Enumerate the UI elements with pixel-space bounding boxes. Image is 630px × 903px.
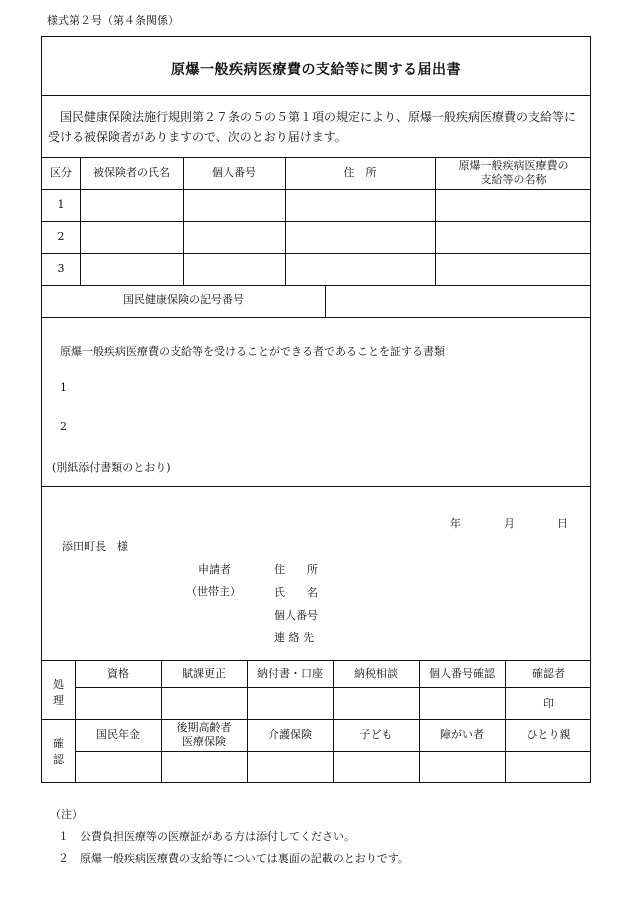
divider bbox=[42, 660, 590, 661]
kakunin-header-koki: 後期高齢者 医療保険 bbox=[176, 721, 232, 748]
kakunin-header-shogai: 障がい者 bbox=[440, 728, 484, 741]
row-number: 3 bbox=[57, 262, 65, 275]
date-year: 年 bbox=[450, 517, 461, 530]
notes-heading: （注） bbox=[50, 808, 83, 821]
shori-header-fuka: 賦課更正 bbox=[182, 667, 226, 680]
kakunin-header-kaigo: 介護保険 bbox=[268, 728, 312, 741]
kakunin-label: 確 認 bbox=[53, 737, 64, 766]
applicant-name-label: 氏 名 bbox=[274, 586, 318, 599]
date-month: 月 bbox=[504, 517, 515, 530]
divider bbox=[42, 285, 590, 286]
divider bbox=[42, 95, 590, 96]
divider bbox=[325, 285, 326, 317]
row-number: 2 bbox=[57, 230, 65, 243]
divider bbox=[42, 317, 590, 318]
shori-header-shikaku: 資格 bbox=[107, 667, 129, 680]
document-item: 2 bbox=[60, 420, 67, 433]
shori-header-nofusho: 納付書・口座 bbox=[257, 667, 323, 680]
documents-footnote: (別紙添付書類のとおり) bbox=[52, 461, 171, 474]
applicant-id-label: 個人番号 bbox=[274, 609, 318, 622]
col-header-name: 被保険者の氏名 bbox=[93, 166, 170, 179]
col-header-kubun: 区分 bbox=[50, 166, 72, 179]
intro-text: 国民健康保険法施行規則第２７条の５の５第１項の規定により、原爆一般疾病医療費の支給等に受ける被保険者がありますので、次のとおり届けます。 bbox=[48, 110, 577, 144]
applicant-sub-label: （世帯主） bbox=[186, 585, 241, 598]
applicant-label: 申請者 bbox=[198, 563, 231, 576]
kakunin-header-hitorioya: ひとり親 bbox=[526, 728, 571, 741]
divider bbox=[42, 221, 590, 222]
shori-header-kakuninsha: 確認者 bbox=[532, 667, 565, 680]
shori-header-nozei: 納税相談 bbox=[354, 667, 398, 680]
kakunin-header-kodomo: 子ども bbox=[359, 728, 393, 741]
form-number-label: 様式第２号（第４条関係） bbox=[47, 14, 179, 27]
form-frame bbox=[41, 36, 591, 783]
divider bbox=[42, 189, 590, 190]
documents-heading: 原爆一般疾病医療費の支給等を受けることができる者であることを証する書類 bbox=[60, 345, 445, 358]
col-header-address: 住 所 bbox=[343, 166, 377, 179]
row-number: 1 bbox=[57, 198, 65, 211]
document-item: 1 bbox=[60, 381, 67, 394]
col-header-id: 個人番号 bbox=[212, 166, 256, 179]
seal-mark: 印 bbox=[543, 697, 554, 710]
divider bbox=[42, 157, 590, 158]
divider bbox=[42, 486, 590, 487]
date-day: 日 bbox=[557, 517, 568, 530]
applicant-contact-label: 連 絡 先 bbox=[274, 631, 314, 644]
col-header-benefit-name: 原爆一般疾病医療費の 支給等の名称 bbox=[458, 159, 569, 186]
shori-header-kojin: 個人番号確認 bbox=[429, 667, 495, 680]
note-item: １ 公費負担医療等の医療証がある方は添付してください。 bbox=[58, 830, 355, 843]
notes bbox=[50, 804, 409, 870]
addressee: 添田町長 様 bbox=[62, 540, 128, 553]
applicant-address-label: 住 所 bbox=[274, 563, 318, 576]
divider bbox=[42, 719, 590, 720]
shori-label: 処 理 bbox=[53, 678, 64, 707]
form-title: 原爆一般疾病医療費の支給等に関する届出書 bbox=[171, 62, 461, 78]
note-item: ２ 原爆一般疾病医療費の支給等については裏面の記載のとおりです。 bbox=[58, 852, 409, 865]
insurance-number-label: 国民健康保険の記号番号 bbox=[123, 293, 244, 306]
divider bbox=[42, 253, 590, 254]
kakunin-header-nenkin: 国民年金 bbox=[96, 728, 140, 741]
